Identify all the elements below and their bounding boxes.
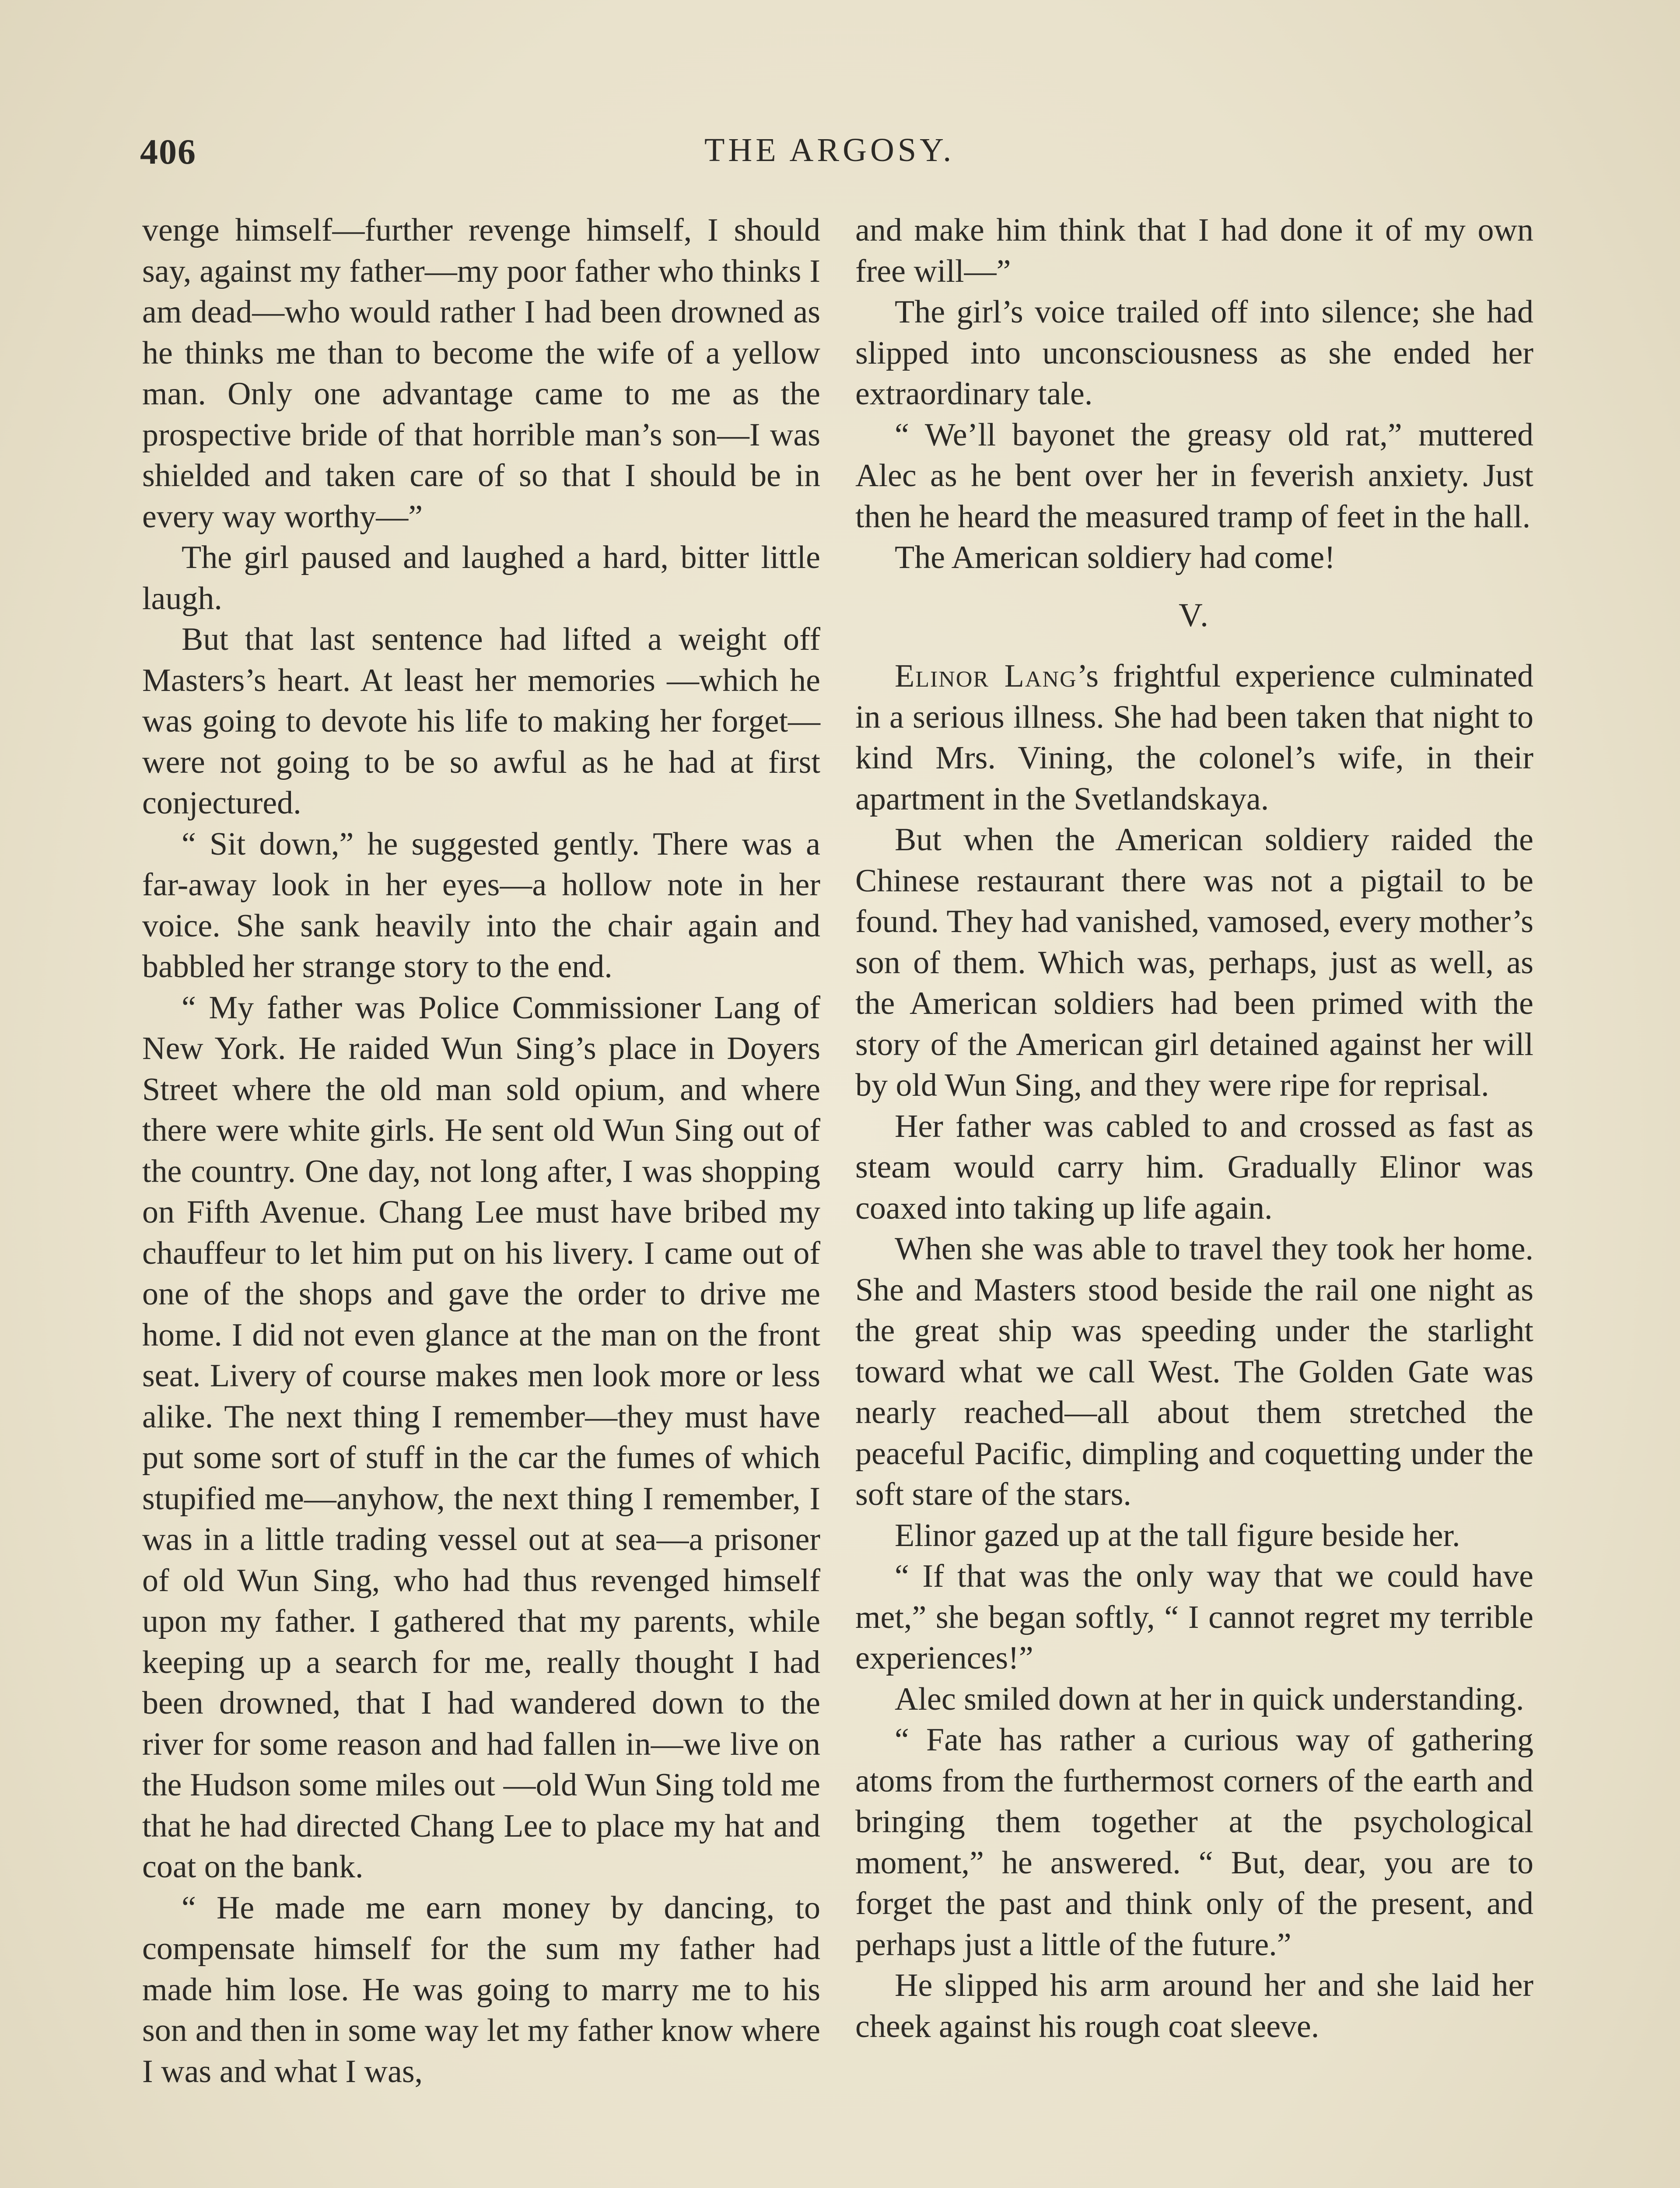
paragraph: When she was able to travel they took her home. She and Masters stood beside the rail one night as the great ship was speeding under the starlight toward what we call West. The Golden Gate was nearly reached—all about them stretched the peaceful Pacific, dimpling and coquetting under the soft stare of the stars.: [855, 1231, 1533, 1512]
paragraph: “ If that was the only way that we could have met,” she began softly, “ I cannot regret my terrible experiences!”: [855, 1558, 1533, 1676]
paragraph: But when the American soldiery raided the Chinese restaurant there was not a pigtail to be found. They had vanished, vamosed, every mother’s son of them. Which was, perhaps, just as well, as the American soldiers had been primed with the story of the American girl detained against her will by old Wun Sing, and they were ripe for reprisal.: [855, 822, 1533, 1103]
running-title: THE ARGOSY.: [704, 132, 955, 168]
lead-name: Elinor Lang: [895, 658, 1077, 694]
paragraph: But that last sentence had lifted a weight off Masters’s heart. At least her memories —which he was going to devote his life to making her forget—were not going to be so awful as he had at first conjectured.: [142, 621, 820, 821]
paragraph: “ Fate has rather a curious way of gathering atoms from the furthermost corners of the earth and bringing them together at the psychological moment,” he answered. “ But, dear, you are to forget the past and think only of the present, and perhaps just a little of the future.”: [855, 1722, 1533, 1963]
paragraph: Elinor gazed up at the tall figure beside her.: [895, 1517, 1460, 1553]
paragraph: The American soldiery had come!: [895, 540, 1335, 575]
left-column: [142, 210, 820, 2092]
paragraph: “ We’ll bayonet the greasy old rat,” muttered Alec as he bent over her in feverish anxiety. Just then he heard the measured tramp of feet in the hall.: [855, 417, 1533, 535]
paragraph: Her father was cabled to and crossed as fast as steam would carry him. Gradually Elinor was coaxed into taking up life again.: [855, 1108, 1533, 1226]
paragraph: “ Sit down,” he suggested gently. There was a far-away look in her eyes—a hollow note in her voice. She sank heavily into the chair again and babbled her strange story to the end.: [142, 826, 820, 985]
page-number: 406: [140, 132, 196, 172]
right-column: [855, 210, 1533, 2047]
lead-text: ’s frightful experience culminated in a serious illness. She had been taken that night to kind Mrs. Vining, the colonel’s wife, in their apartment in the Svetlandskaya.: [855, 658, 1533, 817]
paragraph: The girl paused and laughed a hard, bitter little laugh.: [142, 540, 820, 617]
paragraph: venge himself—further revenge himself, I should say, against my father—my poor father who thinks I am dead—who would rather I had been drowned as he thinks me than to become the wife of a yellow man. Only one advantage came to me as the prospective bride of that horrible man’s son—I was shielded and taken care of so that I should be in every way worthy—”: [142, 212, 820, 535]
paragraph: “ My father was Police Commissioner Lang of New York. He raided Wun Sing’s place in Doyers Street where the old man sold opium, and where there were white girls. He sent old Wun Sing out of the country. One day, not long after, I was shopping on Fifth Avenue. Chang Lee must have bribed my chauffeur to let him put on his livery. I came out of one of the shops and gave the order to drive me home. I did not even glance at the man on the front seat. Livery of course makes men look more or less alike. The next thing I remember—they must have put some sort of stuff in the car the fumes of which stupified me—anyhow, the next thing I remember, I was in a little trading vessel out at sea—a prisoner of old Wun Sing, who had thus revenged himself upon my father. I gathered that my parents, while keeping up a search for me, really thought I had been drowned, that I had wandered down to the river for some reason and had fallen in—we live on the Hudson some miles out —old Wun Sing told me that he had directed Chang Lee to place my hat and coat on the bank.: [142, 989, 820, 1885]
paragraph: The girl’s voice trailed off into silence; she had slipped into unconsciousness as she ended her extraordinary tale.: [855, 294, 1533, 412]
page-header: [140, 131, 1536, 179]
paragraph: Alec smiled down at her in quick understanding.: [895, 1681, 1524, 1717]
section-lead-paragraph: [855, 656, 1533, 820]
paragraph: “ He made me earn money by dancing, to compensate himself for the sum my father had made him lose. He was going to marry me to his son and then in some way let my father know where I was and what I was,: [142, 1890, 820, 2090]
paragraph: He slipped his arm around her and she laid her cheek against his rough coat sleeve.: [855, 1967, 1533, 2044]
section-heading: V.: [1178, 596, 1211, 634]
paragraph: and make him think that I had done it of my own free will—”: [855, 212, 1533, 289]
